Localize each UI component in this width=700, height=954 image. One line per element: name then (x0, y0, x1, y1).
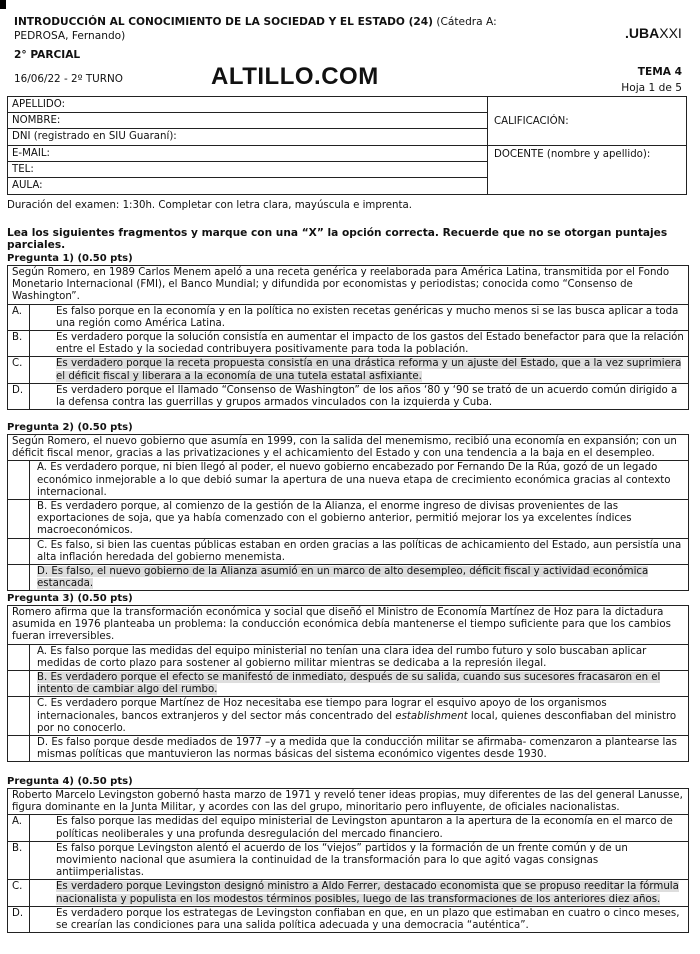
option-c[interactable] (8, 357, 688, 383)
field-docente[interactable]: DOCENTE (nombre y apellido): (494, 149, 651, 160)
student-fields (8, 97, 488, 194)
option-b[interactable] (8, 842, 688, 881)
option-text (30, 697, 688, 735)
answer-box[interactable] (8, 565, 30, 590)
option-d[interactable] (8, 384, 688, 409)
option-b[interactable] (8, 500, 688, 539)
grading-divider (488, 145, 686, 146)
option-text-part: C. Es verdadero porque Martínez de Hoz necesitaba ese tiempo para lograr el esquivo apoyo de los organismos internacionales, bancos extranjeros y del sector más concentrado del (37, 698, 607, 722)
grading-fields (488, 97, 686, 194)
option-text-part: local, quienes desconfiaban del ministro por no conocerlo. (37, 710, 677, 734)
option-d[interactable] (8, 736, 688, 761)
field-dni[interactable]: DNI (registrado en SIU Guaraní): (8, 129, 487, 145)
answer-box[interactable] (8, 500, 30, 538)
option-text: Es verdadero porque la solución consistía en aumentar el impacto de los gastos del Estado benefactor para que la relación entre el Estado y la sociedad contribuyera positivamente para toda la población. (56, 332, 684, 356)
option-text: D. Es falso porque desde mediados de 1977 –y a medida que la conducción militar se afirmaba- comenzaron a plantearse las mismas políticas que mantuvieron las normas básicas del sistema económico vigentes desde 1930. (37, 737, 677, 761)
question-4 (7, 776, 689, 933)
question-title: Pregunta 3) (0.50 pts) (7, 593, 133, 604)
uba-logo-text: .UBA (625, 25, 660, 41)
option-b[interactable] (8, 331, 688, 357)
option-c[interactable] (8, 539, 688, 565)
student-info-box (7, 96, 687, 195)
answer-box[interactable] (8, 736, 30, 761)
option-a[interactable] (8, 461, 688, 500)
question-2 (7, 422, 689, 591)
exam-date: 16/06/22 - 2º TURNO (14, 73, 123, 85)
option-text: Es falso porque Levingston alentó el acuerdo de los “viejos” partidos y la formación de un frente común y de un movimiento nacional que asumiera la continuidad de la transformación para lo que agitó vagas consignas antiimperialistas. (56, 842, 628, 879)
question-box (7, 605, 689, 762)
option-a[interactable] (8, 645, 688, 671)
exam-duration: Duración del examen: 1:30h. Completar con letra clara, mayúscula e imprenta. (7, 200, 412, 211)
question-1 (7, 253, 689, 410)
option-letter: D. (12, 384, 24, 396)
field-aula[interactable]: AULA: (12, 179, 43, 191)
question-box (7, 434, 689, 591)
option-a[interactable] (8, 815, 688, 841)
option-a[interactable] (8, 305, 688, 331)
uba-logo-suffix: XXI (659, 25, 682, 41)
option-d[interactable] (8, 565, 688, 590)
answer-box[interactable] (8, 645, 30, 670)
course-name: INTRODUCCIÓN AL CONOCIMIENTO DE LA SOCIEDAD Y EL ESTADO (24) (14, 16, 433, 28)
option-letter: B. (12, 842, 23, 854)
option-letter: D. (12, 907, 24, 919)
question-stem: Romero afirma que la transformación económica y social que diseñó el Ministro de Economía Martínez de Hoz para la dictadura asumida en 1976 planteaba un problema: la conducción económica debía mantenerse el tiempo suficiente para que los cambios fueran irreversibles. (8, 606, 688, 645)
answer-box[interactable] (8, 671, 30, 696)
option-text: Es verdadero porque los estrategas de Levingston confiaban en que, en un plazo que estimaban en cuatro o cinco meses, se crearían las condiciones para una salida política adecuada y una democracia “auténtica”. (56, 907, 680, 932)
option-text: A. Es verdadero porque, ni bien llegó al poder, el nuevo gobierno encabezado por Fernando De la Rúa, gozó de un legado económico inmejorable a lo que debió sumar la apertura de una nueva etapa de crecimiento económica gracias al contexto internacional. (37, 462, 671, 498)
option-letter: A. (12, 816, 23, 828)
answer-box[interactable] (8, 539, 30, 564)
option-c[interactable] (8, 880, 688, 906)
option-letter: C. (12, 881, 23, 893)
page-indicator: Hoja 1 de 5 (621, 82, 682, 94)
option-b[interactable] (8, 671, 688, 697)
question-stem: Según Romero, en 1989 Carlos Menem apeló a una receta genérica y reelaborada para América Latina, transmitida por el Fondo Monetario Internacional (FMI), el Banco Mundial; y difundida por economistas y periodistas; conocida como “Consenso de Washington”. (8, 266, 688, 305)
answer-box[interactable] (8, 461, 30, 499)
option-text: A. Es falso porque las medidas del equipo ministerial no tenían una clara idea del rumbo futuro y solo buscaban aplicar medidas de corto plazo para sostener al gobierno militar mientras se dedicaba a la represión ilegal. (37, 645, 647, 669)
option-text-italic: establishment (395, 710, 468, 722)
option-text: Es verdadero porque Levingston designó ministro a Aldo Ferrer, destacado economista que se propuso reeditar la fórmula nacionalista y populista en los modestos términos posibles, luego de las transformaciones de los anteriores diez años. (56, 881, 679, 905)
field-calificacion[interactable]: CALIFICACIÓN: (494, 116, 569, 127)
question-box (7, 788, 689, 933)
tema-label: TEMA 4 (637, 66, 682, 78)
option-text: D. Es falso, el nuevo gobierno de la Alianza asumió en un marco de alto desempleo, déficit fiscal y actividad económica estancada. (37, 566, 649, 590)
field-tel[interactable]: TEL: (8, 162, 487, 178)
question-stem: Según Romero, el nuevo gobierno que asumía en 1999, con la salida del menemismo, recibió una economía en expansión; con un déficit fiscal menor, gracias a las privatizaciones y el achicamiento del Estado y con una tendencia a la baja en el desempleo. (8, 435, 688, 461)
option-text: B. Es verdadero porque el efecto se manifestó de inmediato, después de su salida, cuando sus sucesores fracasaron en el intento de cambiar algo del rumbo. (37, 672, 661, 696)
question-title: Pregunta 4) (0.50 pts) (7, 776, 133, 787)
course-title (14, 15, 534, 43)
option-letter: C. (12, 358, 23, 370)
field-email[interactable]: E-MAIL: (8, 146, 487, 162)
question-3 (7, 593, 689, 762)
exam-instructions: Lea los siguientes fragmentos y marque con una “X” la opción correcta. Recuerde que no se otorgan puntajes parciales. (7, 227, 668, 251)
answer-box[interactable] (8, 697, 30, 735)
option-letter: A. (12, 305, 23, 317)
exam-name: 2° PARCIAL (14, 49, 81, 61)
question-box (7, 265, 689, 410)
option-text: B. Es verdadero porque, al comienzo de la gestión de la Alianza, el enorme ingreso de divisas provenientes de las exportaciones de soja, que ya había comenzado con el gobierno anterior, permitió mejorar los ya excelentes índices macroeconómicos. (37, 501, 632, 537)
corner-mark (0, 0, 6, 9)
question-title: Pregunta 2) (0.50 pts) (7, 422, 133, 433)
uba-logo (625, 25, 682, 41)
option-d[interactable] (8, 907, 688, 932)
question-stem: Roberto Marcelo Levingston gobernó hasta marzo de 1971 y reveló tener ideas propias, muy diferentes de las del general Lanusse, figura dominante en la Junta Militar, y acordes con las del grupo, minoritario pero influyente, de oficiales nacionalistas. (8, 789, 688, 815)
option-letter: B. (12, 332, 23, 344)
option-text: Es falso porque en la economía y en la política no existen recetas genéricas y mucho menos si se las busca aplicar a toda una región como América Latina. (56, 305, 679, 329)
field-apellido[interactable]: APELLIDO: (8, 97, 487, 113)
catedra: (Cátedra A: PEDROSA, Fernando) (14, 16, 497, 42)
option-text: Es verdadero porque la receta propuesta consistía en una drástica reforma y un ajuste del Estado, que a la vez suprimiera el déficit fiscal y liberara a la economía de una tutela estatal asfixiante. (56, 358, 682, 382)
question-title: Pregunta 1) (0.50 pts) (7, 253, 133, 264)
option-text: C. Es falso, si bien las cuentas públicas estaban en orden gracias a las políticas de achicamiento del Estado, aun persistía una alta inflación heredada del gobierno menemista. (37, 539, 682, 563)
option-text: Es falso porque las medidas del equipo ministerial de Levingston apuntaron a la apertura de la economía en el marco de políticas neoliberales y una profunda desregulación del mercado financiero. (56, 816, 673, 840)
field-nombre[interactable]: NOMBRE: (8, 113, 487, 129)
option-c[interactable] (8, 697, 688, 736)
watermark-text: ALTILLO.COM (211, 63, 379, 90)
option-text: Es verdadero porque el llamado “Consenso de Washington” de los años ‘80 y ‘90 se trató de un acuerdo común dirigido a la defensa contra las guerrillas y grupos armados vinculados con la izquierda y Cuba. (56, 384, 678, 409)
